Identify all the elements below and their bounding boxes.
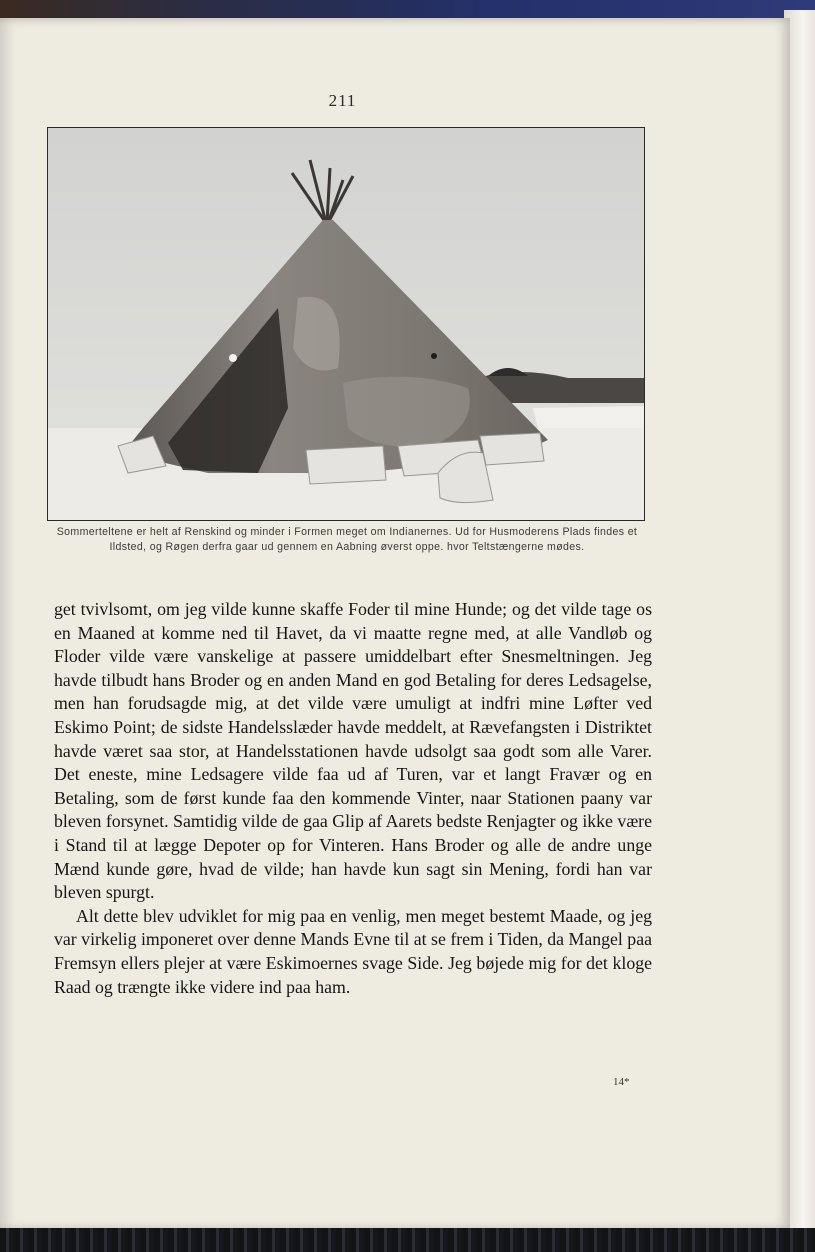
signature-mark: 14* <box>613 1076 630 1088</box>
book-bottom-edge <box>0 1228 815 1252</box>
paragraph-2: Alt dette blev udviklet for mig paa en venlig, men meget bestemt Maade, og jeg var virkelig imponeret over denne Mands Evne til at se frem i Tiden, da Mangel paa Fremsyn ellers plejer at være Eskimoernes svage Side. Jeg bøjede mig for det kloge Raad og trængte ikke videre ind paa ham. <box>54 905 652 997</box>
body-text <box>54 598 652 999</box>
page-number: 211 <box>328 91 357 110</box>
paragraph-1: get tvivlsomt, om jeg vilde kunne skaffe Foder til mine Hunde; og det vilde tage os en Maaned at komme ned til Havet, da vi maatte regne med, at alle Vandløb og Floder vilde være vanskelige at passere umiddelbart efter Snesmeltningen. Jeg havde tilbudt hans Broder og en anden Mand en god Betaling for deres Ledsagelse, men han forudsagde mig, at det vilde være umuligt at indfri mine Løfter ved Eskimo Point; de sidste Handelsslæder havde meddelt, at Rævefangsten i Distriktet havde været saa stor, at Handelsstationen havde udsolgt saa godt som alle Varer. Det eneste, mine Ledsagere vilde faa ud af Turen, var et langt Fravær og en Betaling, som de først kunde faa den kommende Vinter, naar Stationen paany var bleven forsynet. Samtidig vilde de gaa Glip af Aarets bedste Renjagter og ikke være i Stand til at lægge Depoter op for Vinteren. Hans Broder og alle de andre unge Mænd kunde gøre, hvad de vilde; han havde kun sagt sin Mening, fordi han var bleven spurgt. <box>54 599 652 903</box>
figure-caption: Sommerteltene er helt af Renskind og minder i Formen meget om Indianernes. Ud for Husmoderens Plads findes et Ildsted, og Røgen derfra gaar ud gennem en Aabning øverst oppe. hvor Teltstængerne mødes. <box>56 526 638 553</box>
skin-tent-illustration <box>48 128 644 520</box>
tent-photograph <box>47 127 645 521</box>
